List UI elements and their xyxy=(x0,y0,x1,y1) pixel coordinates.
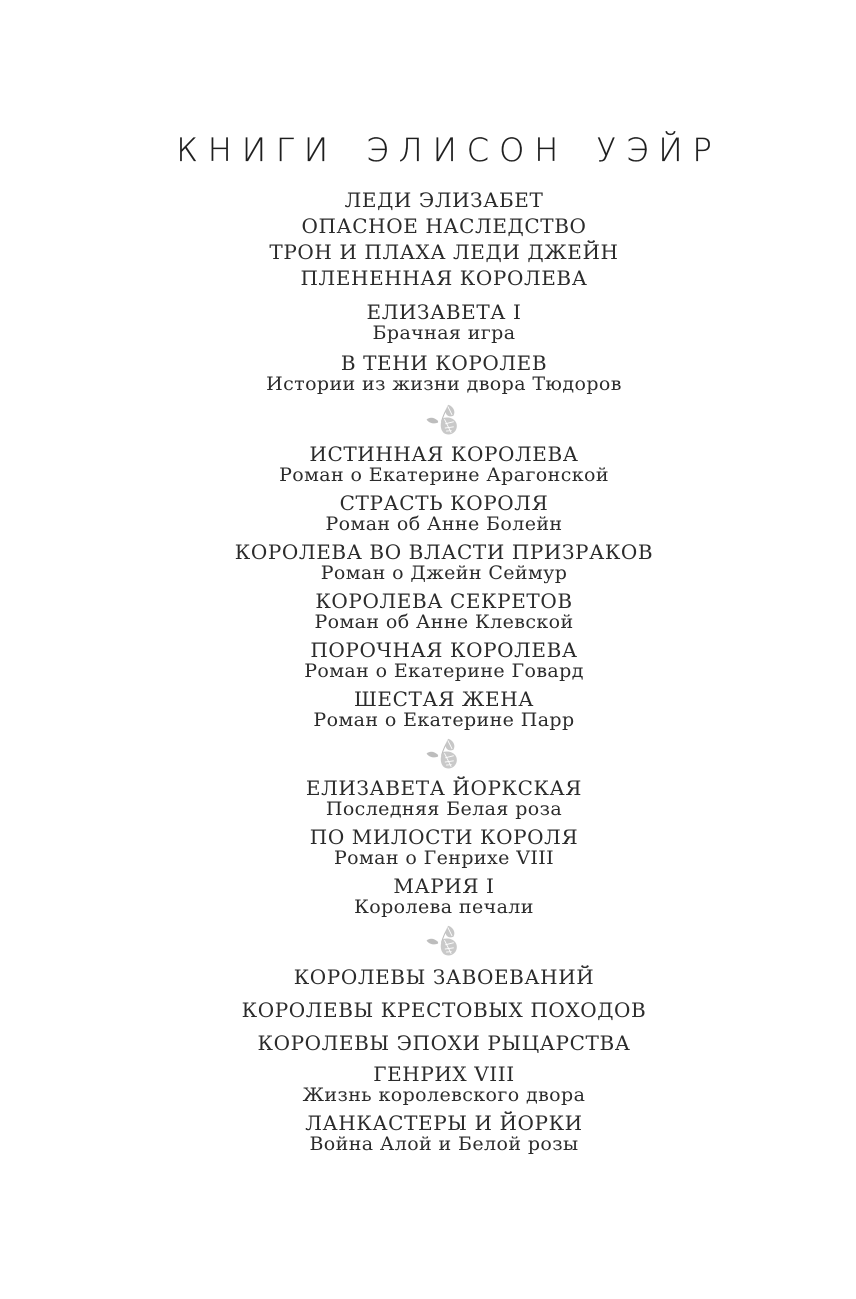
book-title: ПОРОЧНАЯ КОРОЛЕВА xyxy=(310,638,578,662)
book-entry xyxy=(32,352,856,394)
section-divider xyxy=(32,403,856,437)
book-title: ПО МИЛОСТИ КОРОЛЯ xyxy=(309,825,579,849)
book-subtitle: Роман об Анне Болейн xyxy=(325,513,563,535)
book-list xyxy=(32,130,856,1154)
book-section-2 xyxy=(32,443,856,730)
book-title: ЛЕДИ ЭЛИЗАБЕТ xyxy=(344,188,544,212)
book-entry xyxy=(32,443,856,485)
leaf-sprig-icon xyxy=(425,924,463,958)
page-title: КНИГИ ЭЛИСОН УЭЙР xyxy=(176,131,722,169)
book-title: КОРОЛЕВА СЕКРЕТОВ xyxy=(315,589,573,613)
book-section-1 xyxy=(32,187,856,394)
book-title: КОРОЛЕВЫ КРЕСТОВЫХ ПОХОДОВ xyxy=(241,998,647,1022)
book-title: ПЛЕНЕННАЯ КОРОЛЕВА xyxy=(300,266,588,290)
book-entry xyxy=(32,590,856,632)
book-subtitle: Роман о Екатерине Парр xyxy=(313,709,575,731)
book-section-3 xyxy=(32,777,856,917)
book-title: ЕЛИЗАВЕТА I xyxy=(366,300,522,324)
book-subtitle: Королева печали xyxy=(354,896,534,918)
book-section-1-singles xyxy=(32,187,856,291)
book-title: КОРОЛЕВЫ ЭПОХИ РЫЦАРСТВА xyxy=(257,1031,631,1055)
book-entry xyxy=(32,301,856,343)
book-title: ТРОН И ПЛАХА ЛЕДИ ДЖЕЙН xyxy=(269,240,619,264)
book-title: КОРОЛЕВА ВО ВЛАСТИ ПРИЗРАКОВ xyxy=(234,540,654,564)
book-title: ЕЛИЗАВЕТА ЙОРКСКАЯ xyxy=(305,776,583,800)
book-title: ОПАСНОЕ НАСЛЕДСТВО xyxy=(301,214,587,238)
book-title: ИСТИННАЯ КОРОЛЕВА xyxy=(309,442,579,466)
book-title: ЛАНКАСТЕРЫ И ЙОРКИ xyxy=(305,1111,583,1135)
book-subtitle: Роман о Екатерине Арагонской xyxy=(279,464,609,486)
book-section-4 xyxy=(32,964,856,1154)
book-subtitle: Жизнь королевского двора xyxy=(302,1084,586,1106)
book-subtitle: Последняя Белая роза xyxy=(325,798,563,820)
book-title: МАРИЯ I xyxy=(393,874,495,898)
leaf-sprig-icon xyxy=(425,737,463,771)
book-entry xyxy=(32,875,856,917)
book-entry xyxy=(32,826,856,868)
book-entry xyxy=(32,688,856,730)
book-title: В ТЕНИ КОРОЛЕВ xyxy=(340,351,548,375)
book-subtitle: Роман об Анне Клевской xyxy=(314,611,574,633)
book-entry xyxy=(32,777,856,819)
book-subtitle: Роман о Генрихе VIII xyxy=(333,847,555,869)
book-subtitle: Истории из жизни двора Тюдоров xyxy=(266,373,622,395)
book-subtitle: Брачная игра xyxy=(372,322,516,344)
book-title: СТРАСТЬ КОРОЛЯ xyxy=(339,491,549,515)
leaf-sprig-icon xyxy=(425,403,463,437)
book-entry xyxy=(32,541,856,583)
book-subtitle: Роман о Джейн Сеймур xyxy=(320,562,568,584)
book-entry xyxy=(32,492,856,534)
book-subtitle: Роман о Екатерине Говард xyxy=(304,660,584,682)
book-entry xyxy=(32,639,856,681)
book-entry xyxy=(32,1112,856,1154)
book-subtitle: Война Алой и Белой розы xyxy=(309,1133,579,1155)
book-title: ШЕСТАЯ ЖЕНА xyxy=(354,687,534,711)
book-section-4-singles xyxy=(32,964,856,1056)
section-divider xyxy=(32,924,856,958)
section-divider xyxy=(32,737,856,771)
book-title: КОРОЛЕВЫ ЗАВОЕВАНИЙ xyxy=(293,965,595,989)
book-title: ГЕНРИХ VIII xyxy=(373,1062,515,1086)
book-section-1-entries xyxy=(32,301,856,394)
book-entry xyxy=(32,1063,856,1105)
